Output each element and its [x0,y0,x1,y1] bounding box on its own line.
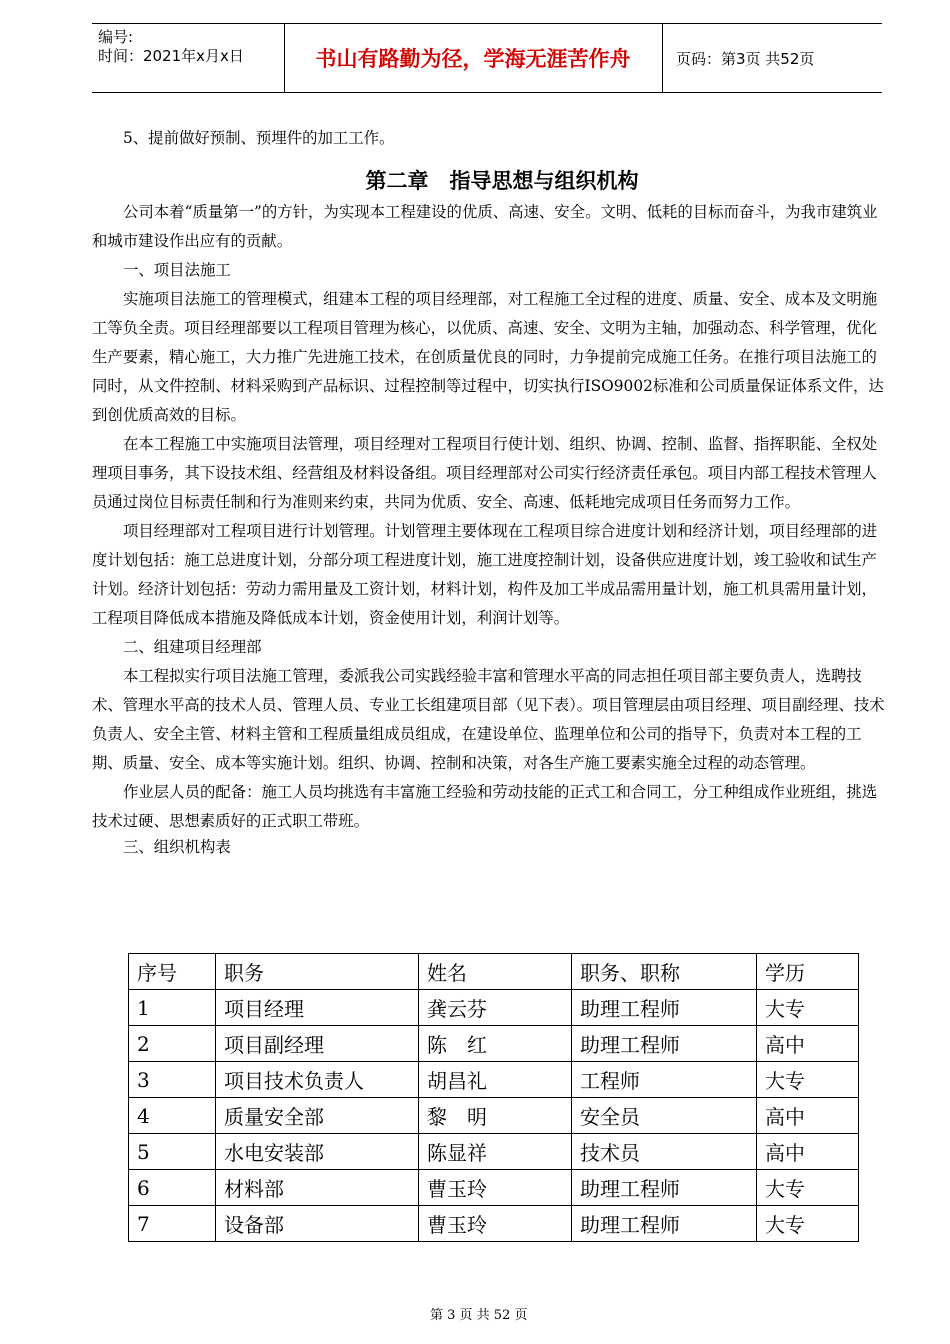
table-row [129,1098,859,1134]
table-cell: 大专 [757,1062,859,1098]
table-cell: 设备部 [216,1206,419,1242]
page-info-text: 页码：第3页 共52页 [676,49,815,68]
header-cell: 学历 [757,954,859,990]
table-row [129,1026,859,1062]
table-cell: 陈显祥 [419,1134,572,1170]
table-cell: 安全员 [572,1098,757,1134]
number-label: 编号: [98,28,134,46]
table-cell: 工程师 [572,1062,757,1098]
header-motto: 书山有路勤为径，学海无涯苦作舟 [284,24,663,92]
section-heading: 一、项目法施工 [123,261,231,279]
table-cell: 6 [129,1170,216,1206]
table-cell: 曹玉玲 [419,1170,572,1206]
paragraph: 作业层人员的配备：施工人员均挑选有丰富施工经验和劳动技能的正式工和合同工，分工种组成作业班组，挑选技术过硬、思想素质好的正式职工带班。 [92,783,878,830]
table-cell: 技术员 [572,1134,757,1170]
table-cell: 项目副经理 [216,1026,419,1062]
document-body [92,124,892,858]
table-cell: 助理工程师 [572,1170,757,1206]
table-cell: 材料部 [216,1170,419,1206]
table-cell: 高中 [757,1098,859,1134]
table-cell: 项目技术负责人 [216,1062,419,1098]
header-cell: 姓名 [419,954,572,990]
table-cell: 大专 [757,1170,859,1206]
page-header [92,23,882,93]
header-page-info [662,24,882,92]
table-cell: 助理工程师 [572,1206,757,1242]
table-cell: 高中 [757,1026,859,1062]
table-cell: 陈 红 [419,1026,572,1062]
paragraph: 实施项目法施工的管理模式，组建本工程的项目经理部，对工程施工全过程的进度、质量、安全、成本及文明施工等负全责。项目经理部要以工程项目管理为核心，以优质、高速、安全、文明为主轴，加强动态、科学管理，优化生产要素，精心施工，大力推广先进施工技术，在创质量优良的同时，力争提前完成施工任务。在推行项目法施工的同时，从文件控制、材料采购到产品标识、过程控制等过程中，切实执行ISO9002标准和公司质量保证体系文件，达到创优质高效的目标。 [92,290,884,424]
page-footer [0,1304,950,1323]
paragraph: 本工程拟实行项目法施工管理，委派我公司实践经验丰富和管理水平高的同志担任项目部主要负责人，选聘技术、管理水平高的技术人员、管理人员、专业工长组建项目部（见下表）。项目管理层由项目经理、项目副经理、技术负责人、安全主管、材料主管和工程质量组成员组成，在建设单位、监理单位和公司的指导下，负责对本工程的工期、质量、安全、成本等实施计划。组织、协调、控制和决策，对各生产施工要素实施全过程的动态管理。 [92,667,885,772]
table-caption: 三、组织机构表 [123,838,231,856]
table-cell: 曹玉玲 [419,1206,572,1242]
paragraph: 公司本着“质量第一”的方针，为实现本工程建设的优质、高速、安全。文明、低耗的目标而奋斗，为我市建筑业和城市建设作出应有的贡献。 [92,203,878,250]
paragraph: 项目经理部对工程项目进行计划管理。计划管理主要体现在工程项目综合进度计划和经济计划，项目经理部的进度计划包括：施工总进度计划，分部分项工程进度计划，施工进度控制计划，设备供应进度计划，竣工验收和试生产计划。经济计划包括：劳动力需用量及工资计划，材料计划，构件及加工半成品需用量计划，施工机具需用量计划，工程项目降低成本措施及降低成本计划，资金使用计划，利润计划等。 [92,522,878,627]
table-cell: 大专 [757,1206,859,1242]
table-cell: 大专 [757,990,859,1026]
paragraph: 在本工程施工中实施项目法管理，项目经理对工程项目行使计划、组织、协调、控制、监督、指挥职能、全权处理项目事务，其下设技术组、经营组及材料设备组。项目经理部对公司实行经济责任承包。项目内部工程技术管理人员通过岗位目标责任制和行为准则来约束，共同为优质、安全、高速、低耗地完成项目任务而努力工作。 [92,435,878,511]
table-cell: 1 [129,990,216,1026]
table-header-row [129,954,859,990]
table-cell: 龚云芬 [419,990,572,1026]
table-cell: 水电安装部 [216,1134,419,1170]
table-cell: 胡昌礼 [419,1062,572,1098]
table-cell: 助理工程师 [572,1026,757,1062]
table-cell: 高中 [757,1134,859,1170]
header-cell: 序号 [129,954,216,990]
table-row [129,1206,859,1242]
table-cell: 4 [129,1098,216,1134]
header-cell: 职务 [216,954,419,990]
header-cell: 职务、职称 [572,954,757,990]
section-heading: 二、组建项目经理部 [123,638,262,656]
header-meta [92,24,285,92]
table-cell: 3 [129,1062,216,1098]
paragraph: 5、提前做好预制、预埋件的加工工作。 [123,129,395,147]
chapter-title: 第二章 指导思想与组织机构 [365,169,639,193]
table-cell: 质量安全部 [216,1098,419,1134]
table-row [129,1062,859,1098]
time-label: 时间：2021年x月x日 [98,47,244,65]
table-cell: 助理工程师 [572,990,757,1026]
organization-table [128,953,859,1242]
table-cell: 5 [129,1134,216,1170]
table-cell: 项目经理 [216,990,419,1026]
table-row [129,990,859,1026]
table-cell: 黎 明 [419,1098,572,1134]
table-row [129,1134,859,1170]
table-cell: 2 [129,1026,216,1062]
footer-page-number: 第 3 页 共 52 页 [430,1308,528,1323]
table-row [129,1170,859,1206]
table-cell: 7 [129,1206,216,1242]
